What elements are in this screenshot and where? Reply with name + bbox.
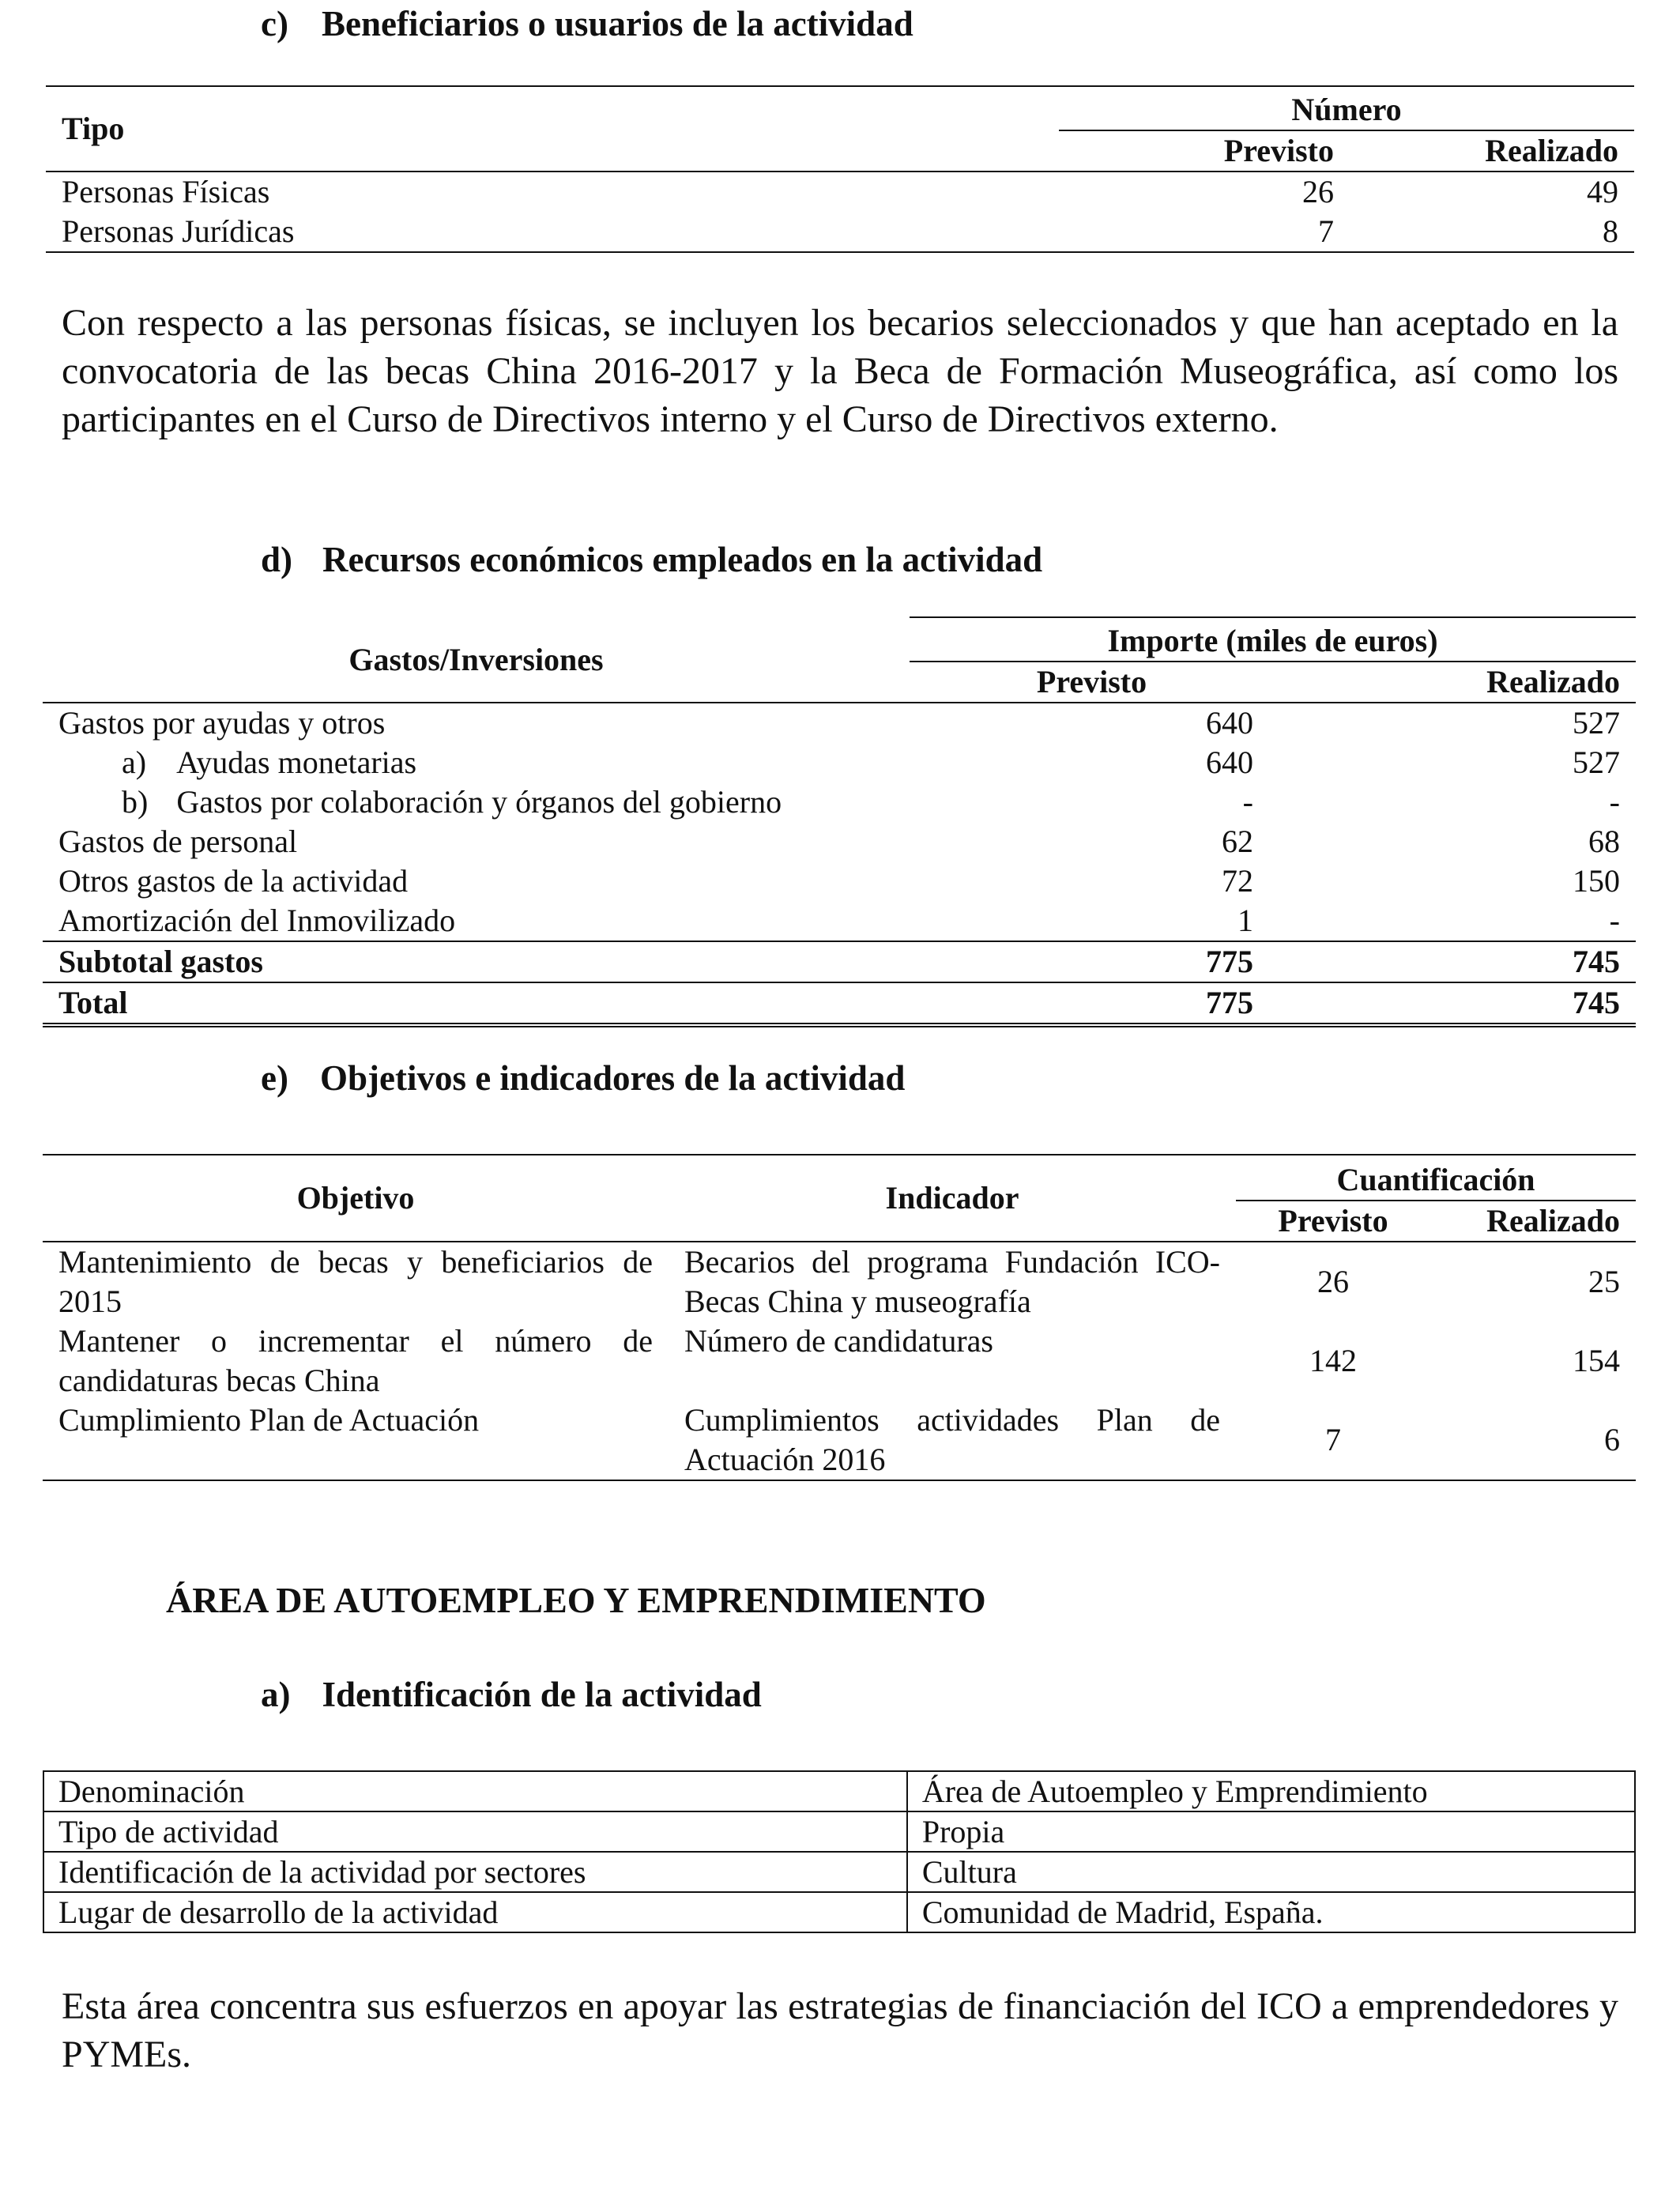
table-row <box>43 861 1636 901</box>
section-c-title: Beneficiarios o usuarios de la actividad <box>321 4 913 43</box>
subtotal-previsto: 775 <box>910 941 1274 982</box>
header-realizado: Realizado <box>1350 130 1634 172</box>
area-title: ÁREA DE AUTOEMPLEO Y EMPRENDIMIENTO <box>166 1580 986 1620</box>
row-key: Tipo de actividad <box>43 1811 907 1852</box>
header-realizado: Realizado <box>1430 1201 1636 1242</box>
table-row <box>43 703 1636 743</box>
row-previsto: 7 <box>1236 1400 1430 1480</box>
row-realizado: 154 <box>1573 1343 1620 1378</box>
row-previsto: 1 <box>910 901 1274 941</box>
table-row <box>43 782 1636 822</box>
row-indicador: Cumplimientos actividades Plan de Actuación 2016 <box>669 1400 1236 1480</box>
row-tipo: Personas Físicas <box>62 174 270 209</box>
total-row <box>43 982 1636 1025</box>
beneficiarios-paragraph: Con respecto a las personas físicas, se incluyen los becarios seleccionados y que han aceptado en la convocatoria de las becas China 2016-2017 y la Beca de Formación Museográfica, así como los participantes en el Curso de Directivos interno y el Curso de Directivos externo. <box>62 302 1618 440</box>
row-realizado: - <box>1609 784 1620 820</box>
table-row <box>46 172 1634 212</box>
header-previsto: Previsto <box>910 662 1274 703</box>
total-realizado: 745 <box>1274 982 1636 1025</box>
section-d-title: Recursos económicos empleados en la actividad <box>322 540 1043 579</box>
subtotal-row <box>43 941 1636 982</box>
row-label: Amortización del Inmovilizado <box>43 901 910 941</box>
header-importe: Importe (miles de euros) <box>910 617 1636 662</box>
row-label-indented <box>43 743 910 782</box>
area-paragraph: Esta área concentra sus esfuerzos en apoyar las estrategias de financiación del ICO a emprendedores y PYMEs. <box>62 1985 1618 2075</box>
section-a-letter: a) <box>261 1675 291 1714</box>
section-a-heading <box>261 1674 762 1715</box>
objetivos-table <box>43 1154 1636 1481</box>
total-previsto: 775 <box>910 982 1274 1025</box>
row-label: Gastos por colaboración y órganos del gobierno <box>176 784 782 820</box>
header-previsto: Previsto <box>1236 1201 1430 1242</box>
row-letter: a) <box>122 745 147 780</box>
row-realizado: 150 <box>1573 863 1620 899</box>
row-key: Identificación de la actividad por sectores <box>43 1852 907 1892</box>
header-gastos: Gastos/Inversiones <box>43 617 910 703</box>
row-realizado: 527 <box>1573 745 1620 780</box>
header-realizado: Realizado <box>1274 662 1636 703</box>
row-tipo: Personas Jurídicas <box>46 212 1059 252</box>
row-value: Cultura <box>907 1852 1635 1892</box>
table-row <box>43 1892 1635 1932</box>
beneficiarios-table <box>46 85 1634 253</box>
section-e-letter: e) <box>261 1058 288 1098</box>
table-row <box>43 901 1636 941</box>
row-realizado: 49 <box>1587 174 1618 209</box>
row-label: Gastos de personal <box>58 824 298 859</box>
row-previsto: 640 <box>1206 705 1253 741</box>
section-c-heading <box>261 3 913 44</box>
row-objetivo: Mantenimiento de becas y beneficiarios de 2015 <box>58 1244 653 1319</box>
row-previsto: 62 <box>1222 824 1253 859</box>
table-row <box>43 1852 1635 1892</box>
row-letter: b) <box>122 784 149 820</box>
row-previsto: 26 <box>1302 174 1334 209</box>
section-d-heading <box>261 539 1042 580</box>
subtotal-label: Subtotal gastos <box>43 941 910 982</box>
table-row <box>43 1811 1635 1852</box>
row-key: Lugar de desarrollo de la actividad <box>43 1892 907 1932</box>
identificacion-table <box>43 1770 1636 1933</box>
recursos-table <box>43 616 1636 1027</box>
section-d-letter: d) <box>261 540 293 579</box>
table-row <box>43 1242 1636 1321</box>
row-previsto: 72 <box>1222 863 1253 899</box>
table-row <box>43 822 1636 861</box>
row-indicador: Becarios del programa Fundación ICO-Becas China y museografía <box>684 1244 1220 1319</box>
subtotal-realizado: 745 <box>1274 941 1636 982</box>
total-label: Total <box>43 982 910 1025</box>
row-label: Ayudas monetarias <box>176 745 417 780</box>
row-objetivo: Cumplimiento Plan de Actuación <box>43 1400 669 1480</box>
table-row <box>43 1771 1635 1811</box>
row-label: Otros gastos de la actividad <box>58 863 409 899</box>
row-value: Área de Autoempleo y Emprendimiento <box>907 1771 1635 1811</box>
table-row <box>43 1400 1636 1480</box>
section-a-title: Identificación de la actividad <box>322 1675 762 1714</box>
row-previsto: 640 <box>1206 745 1253 780</box>
row-indicador: Número de candidaturas <box>684 1323 993 1359</box>
row-realizado: 8 <box>1350 212 1634 252</box>
row-realizado: - <box>1274 901 1636 941</box>
row-objetivo: Mantener o incrementar el número de candidaturas becas China <box>58 1323 653 1398</box>
row-realizado: 25 <box>1588 1264 1620 1299</box>
row-realizado: 527 <box>1573 705 1620 741</box>
row-previsto: 142 <box>1309 1343 1357 1378</box>
table-row <box>43 743 1636 782</box>
row-previsto: 26 <box>1317 1264 1349 1299</box>
header-tipo: Tipo <box>46 86 1059 172</box>
section-c-letter: c) <box>261 4 288 43</box>
header-indicador: Indicador <box>669 1155 1236 1242</box>
table-row <box>43 1321 1636 1400</box>
row-value: Comunidad de Madrid, España. <box>907 1892 1635 1932</box>
row-previsto: 7 <box>1059 212 1350 252</box>
row-value: Propia <box>907 1811 1635 1852</box>
row-key: Denominación <box>43 1771 907 1811</box>
row-realizado: 68 <box>1588 824 1620 859</box>
row-label: Gastos por ayudas y otros <box>58 705 386 741</box>
row-previsto: - <box>1242 784 1253 820</box>
header-previsto: Previsto <box>1059 130 1350 172</box>
table-row <box>46 212 1634 252</box>
section-e-heading <box>261 1057 905 1099</box>
header-objetivo: Objetivo <box>43 1155 669 1242</box>
header-cuantificacion: Cuantificación <box>1236 1155 1636 1201</box>
header-numero: Número <box>1059 86 1634 130</box>
section-e-title: Objetivos e indicadores de la actividad <box>319 1058 906 1098</box>
row-label-indented <box>43 782 910 822</box>
row-realizado: 6 <box>1430 1400 1636 1480</box>
